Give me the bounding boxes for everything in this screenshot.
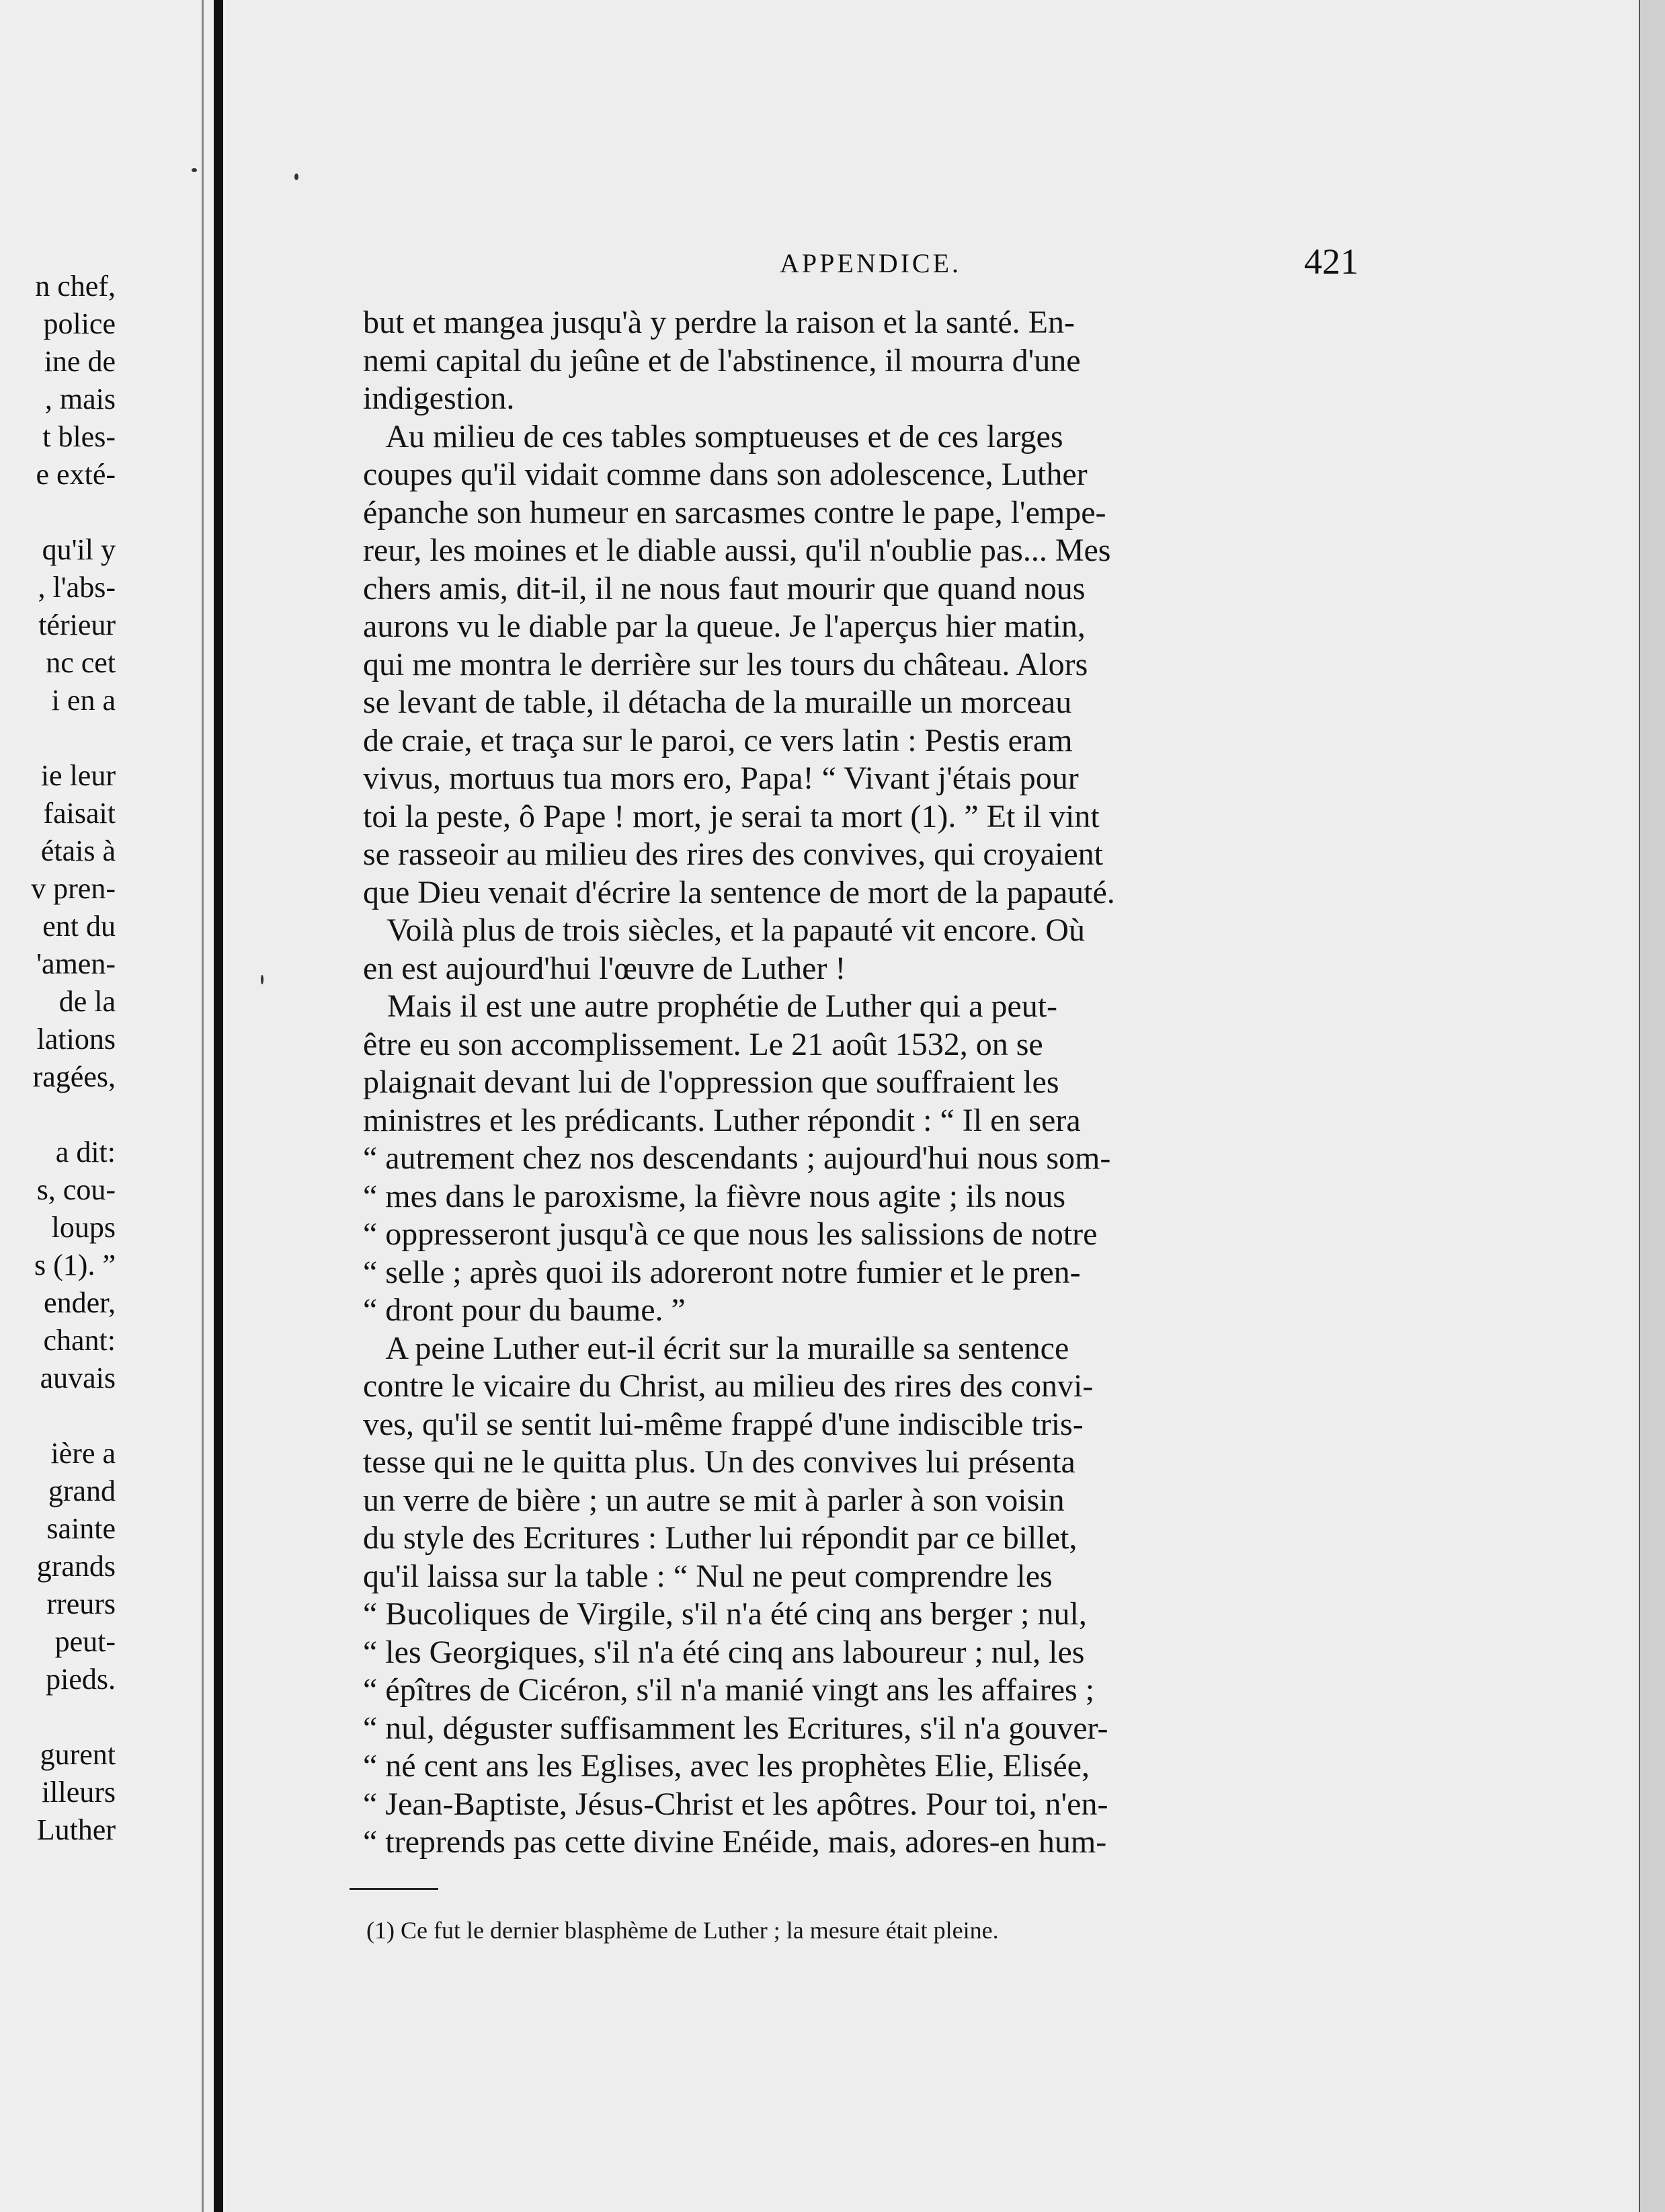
body-line: nemi capital du jeûne et de l'abstinence, il mourra d'une — [363, 342, 1081, 379]
body-line: “ nul, déguster suffisamment les Ecritures, s'il n'a gouver- — [363, 1710, 1108, 1746]
scan-speck — [192, 168, 197, 172]
body-line: être eu son accomplissement. Le 21 août 1532, on se — [363, 1026, 1043, 1062]
left-page-line: de la — [58, 985, 116, 1018]
body-line: “ oppresseront jusqu'à ce que nous les salissions de notre — [363, 1216, 1098, 1252]
body-line: “ né cent ans les Eglises, avec les prophètes Elie, Elisée, — [363, 1748, 1090, 1784]
left-page-line: pieds. — [46, 1663, 116, 1696]
left-page-edge-line — [202, 0, 204, 2212]
body-line: “ mes dans le paroxisme, la fièvre nous agite ; ils nous — [363, 1178, 1066, 1214]
body-line: aurons vu le diable par la queue. Je l'aperçus hier matin, — [363, 608, 1086, 644]
left-page-line: t bles- — [42, 420, 116, 453]
body-line: plaignait devant lui de l'oppression que souffraient les — [363, 1064, 1059, 1100]
page-header — [229, 241, 1640, 294]
body-line: toi la peste, ô Pape ! mort, je serai ta mort (1). ” Et il vint — [363, 798, 1100, 834]
left-page-text — [0, 268, 116, 1849]
left-page-line: illeurs — [42, 1776, 116, 1809]
left-page-line: , l'abs- — [38, 571, 116, 604]
body-line: “ les Georgiques, s'il n'a été cinq ans laboureur ; nul, les — [363, 1634, 1085, 1670]
body-line: indigestion. — [363, 381, 515, 416]
left-page-line: Luther — [36, 1813, 116, 1846]
left-page-line: , mais — [44, 383, 116, 416]
body-line: qu'il laissa sur la table : “ Nul ne peut comprendre les — [363, 1558, 1053, 1594]
body-line: reur, les moines et le diable aussi, qu'il n'oublie pas... Mes — [363, 532, 1111, 568]
left-page-line: rreurs — [46, 1587, 116, 1620]
scan-speck — [294, 173, 298, 180]
body-line: tesse qui ne le quitta plus. Un des convives lui présenta — [363, 1444, 1075, 1480]
body-line: “ selle ; après quoi ils adoreront notre fumier et le pren- — [363, 1254, 1081, 1290]
body-line: Au milieu de ces tables somptueuses et de ces larges — [363, 418, 1063, 455]
left-page-line: ragées, — [32, 1060, 116, 1093]
body-line: épanche son humeur en sarcasmes contre le pape, l'empe- — [363, 494, 1106, 530]
left-page-line: auvais — [40, 1361, 116, 1394]
body-line: du style des Ecritures : Luther lui répondit par ce billet, — [363, 1520, 1078, 1556]
body-line: “ Bucoliques de Virgile, s'il n'a été cinq ans berger ; nul, — [363, 1596, 1087, 1632]
left-page-line — [0, 1397, 116, 1435]
body-line: “ Jean-Baptiste, Jésus-Christ et les apôtres. Pour toi, n'en- — [363, 1786, 1108, 1822]
body-line: en est aujourd'hui l'œuvre de Luther ! — [363, 950, 846, 986]
body-line: contre le vicaire du Christ, au milieu des rires des convi- — [363, 1368, 1094, 1404]
left-page-line: sainte — [46, 1512, 116, 1545]
body-line: Voilà plus de trois siècles, et la papauté vit encore. Où — [363, 912, 1085, 948]
left-page-line: ine de — [44, 345, 116, 378]
main-page — [229, 0, 1640, 2212]
left-page-line: grands — [36, 1550, 116, 1583]
left-page-line: nc cet — [46, 646, 116, 679]
left-page-line: térieur — [38, 608, 116, 641]
left-page-line: police — [43, 307, 116, 340]
left-page-line — [0, 493, 116, 531]
body-line: ministres et les prédicants. Luther répondit : “ Il en sera — [363, 1102, 1081, 1138]
left-page-line: 'amen- — [36, 947, 116, 980]
body-line: chers amis, dit-il, il ne nous faut mourir que quand nous — [363, 570, 1086, 606]
left-page-line — [0, 1096, 116, 1134]
body-text — [363, 304, 1586, 1862]
left-page-line: chant: — [43, 1324, 116, 1357]
left-page-line — [0, 719, 116, 757]
left-page-line: ière a — [50, 1437, 116, 1470]
left-page-line: s, cou- — [36, 1173, 116, 1206]
body-line: qui me montra le derrière sur les tours du château. Alors — [363, 646, 1088, 682]
body-line: coupes qu'il vidait comme dans son adolescence, Luther — [363, 457, 1088, 492]
body-line: “ autrement chez nos descendants ; aujourd'hui nous som- — [363, 1140, 1111, 1176]
running-head: APPENDICE. — [780, 248, 962, 278]
body-line: “ dront pour du baume. ” — [363, 1292, 686, 1328]
scan-speck — [261, 975, 263, 984]
book-gutter-shadow — [214, 0, 223, 2212]
left-page-line — [0, 1698, 116, 1736]
footnote: (1) Ce fut le dernier blasphème de Luther ; la mesure était pleine. — [366, 1917, 999, 1944]
left-page-line: ie leur — [40, 759, 116, 792]
left-page-fragment — [0, 0, 227, 2212]
body-line: Mais il est une autre prophétie de Luther qui a peut- — [363, 988, 1058, 1024]
left-page-line: e exté- — [36, 458, 116, 491]
footnote-rule — [350, 1888, 438, 1890]
body-line: “ treprends pas cette divine Enéide, mais, adores-en hum- — [363, 1824, 1107, 1860]
left-page-line: grand — [48, 1474, 116, 1507]
left-page-line: loups — [51, 1211, 116, 1244]
left-page-line: i en a — [51, 684, 116, 717]
left-page-line: a dit: — [55, 1136, 116, 1169]
body-line: “ épîtres de Cicéron, s'il n'a manié vingt ans les affaires ; — [363, 1672, 1095, 1708]
left-page-line: v pren- — [31, 872, 116, 905]
body-line: vivus, mortuus tua mors ero, Papa! “ Vivant j'étais pour — [363, 760, 1079, 796]
left-page-line: peut- — [54, 1625, 116, 1658]
body-line: un verre de bière ; un autre se mit à parler à son voisin — [363, 1482, 1065, 1518]
body-line: se rasseoir au milieu des rires des convives, qui croyaient — [363, 836, 1103, 872]
body-line: but et mangea jusqu'à y perdre la raison et la santé. En- — [363, 305, 1075, 340]
left-page-line: gurent — [40, 1738, 116, 1771]
left-page-line: ender, — [44, 1286, 116, 1319]
body-line: ves, qu'il se sentit lui-même frappé d'une indiscible tris- — [363, 1406, 1084, 1442]
body-line: que Dieu venait d'écrire la sentence de mort de la papauté. — [363, 874, 1115, 910]
left-page-line: lations — [36, 1023, 116, 1056]
right-page-edge — [1640, 0, 1665, 2212]
left-page-line: ent du — [42, 910, 116, 943]
left-page-line: étais à — [40, 834, 116, 867]
body-line: se levant de table, il détacha de la muraille un morceau — [363, 684, 1072, 720]
body-line: de craie, et traça sur le paroi, ce vers latin : Pestis eram — [363, 722, 1073, 758]
left-page-line: n chef, — [35, 270, 116, 303]
body-line: A peine Luther eut-il écrit sur la muraille sa sentence — [363, 1330, 1069, 1366]
page-number: 421 — [1304, 241, 1358, 282]
left-page-line: faisait — [43, 797, 116, 830]
left-page-line: s (1). ” — [34, 1249, 116, 1281]
left-page-line: qu'il y — [42, 533, 116, 566]
